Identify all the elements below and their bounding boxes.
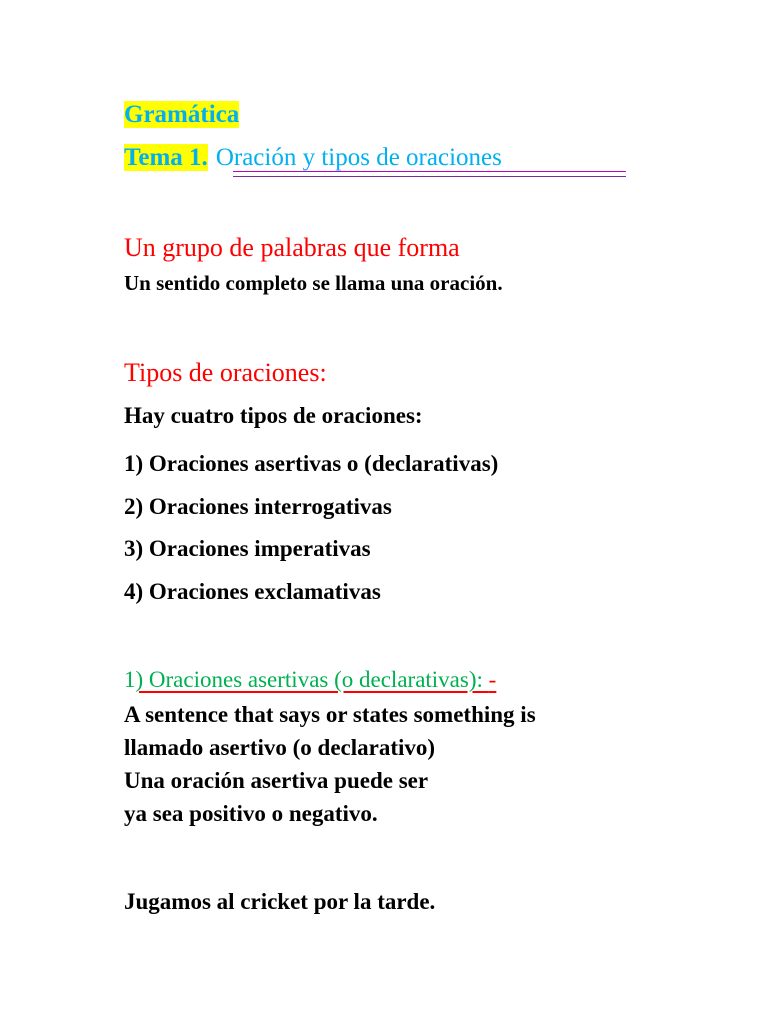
types-heading: Tipos de oraciones:: [124, 358, 327, 387]
section-number: 1: [124, 667, 136, 692]
topic-heading: [124, 143, 502, 173]
title-highlight: Gramática: [124, 101, 240, 128]
section-title-text: ) Oraciones asertivas (o declarativas):: [135, 667, 489, 692]
list-item: 1) Oraciones asertivas o (declarativas): [124, 451, 499, 476]
list-item: 4) Oraciones exclamativas: [124, 579, 381, 604]
section-title: [136, 667, 497, 692]
section-text-line: ya sea positivo o negativo.: [124, 801, 378, 826]
section-text-line: llamado asertivo (o declarativo): [124, 735, 436, 760]
section-text-line: A sentence that says or states something is: [124, 702, 536, 727]
document-title: [124, 100, 239, 130]
definition-heading: Un grupo de palabras que forma: [124, 233, 460, 262]
types-intro: Hay cuatro tipos de oraciones:: [124, 403, 423, 428]
topic-label: Tema 1.: [124, 144, 208, 171]
list-item: 2) Oraciones interrogativas: [124, 494, 392, 519]
section-heading: [124, 666, 496, 694]
section-text-line: Una oración asertiva puede ser: [124, 768, 429, 793]
definition-text: Un sentido completo se llama una oración.: [124, 271, 503, 295]
topic-subtitle: Oración y tipos de oraciones: [215, 144, 502, 171]
list-item: 3) Oraciones imperativas: [124, 536, 371, 561]
section-dash: -: [488, 667, 497, 692]
example-sentence: Jugamos al cricket por la tarde.: [124, 889, 436, 914]
double-underline: [233, 171, 626, 177]
